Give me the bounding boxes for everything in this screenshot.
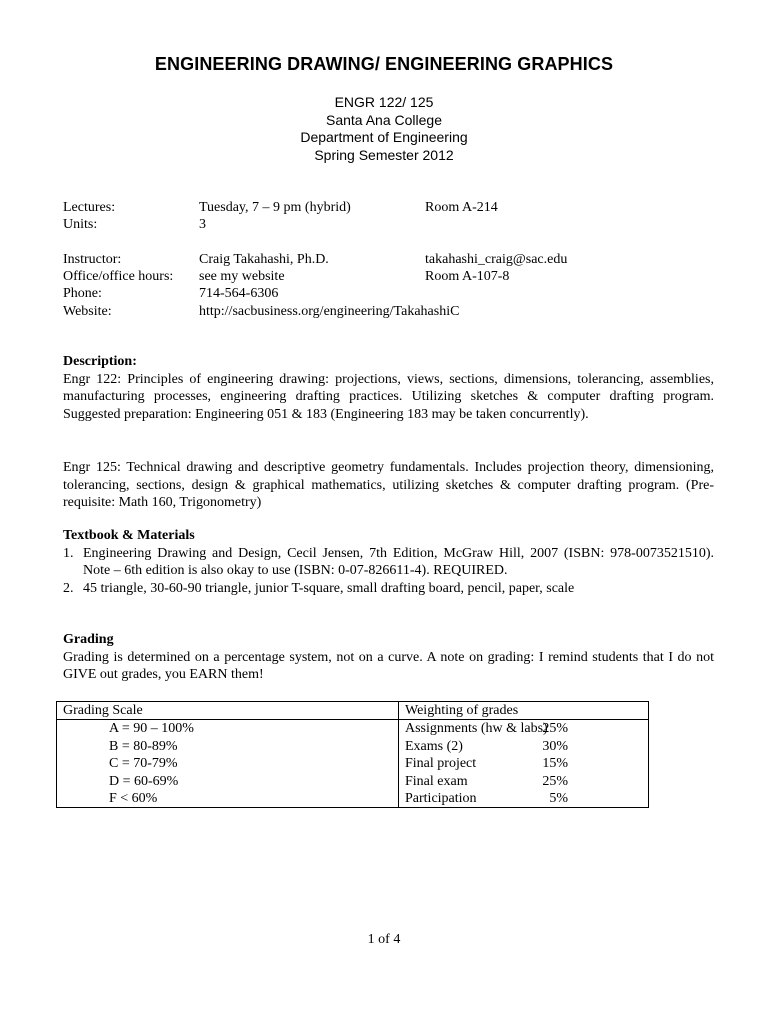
- info-label: Phone:: [63, 286, 102, 302]
- scale-cell: F < 60%: [57, 790, 399, 808]
- info-label: Lectures:: [63, 200, 116, 215]
- table-header-row: [57, 702, 649, 720]
- list-text: 45 triangle, 30-60-90 triangle, junior T-square, small drafting board, pencil, paper, scale: [83, 580, 575, 596]
- scale-cell: C = 70-79%: [57, 755, 399, 772]
- list-number: 1.: [63, 545, 74, 561]
- table-row: [57, 790, 649, 808]
- list-number: 2.: [63, 580, 74, 596]
- course-header: [0, 94, 768, 164]
- weight-percent: 25%: [542, 773, 568, 789]
- table-row: [57, 738, 649, 755]
- weight-percent: 15%: [542, 756, 568, 772]
- table-row: [57, 773, 649, 790]
- instructor-email[interactable]: takahashi_craig@sac.edu: [425, 252, 568, 267]
- weight-item: Assignments (hw & labs): [405, 721, 548, 737]
- info-extra: Room A-214: [425, 200, 498, 215]
- scale-cell: B = 80-89%: [57, 738, 399, 755]
- weight-cell: [399, 755, 649, 772]
- info-label: Units:: [63, 217, 98, 233]
- page-number: 1 of 4: [367, 932, 401, 947]
- info-label: Office/office hours:: [63, 269, 174, 285]
- weight-percent: 5%: [549, 791, 568, 807]
- description-engr122: [63, 353, 714, 423]
- info-value: 714-564-6306: [199, 286, 279, 302]
- weight-percent: 25%: [542, 721, 568, 737]
- course-code: ENGR 122/ 125: [334, 94, 434, 110]
- table-row: [57, 755, 649, 772]
- weight-item: Final project: [405, 756, 477, 772]
- weight-cell: [399, 738, 649, 755]
- grading-section: [63, 631, 714, 684]
- department-name: Department of Engineering: [300, 129, 468, 145]
- description-engr125: Engr 125: Technical drawing and descriptive geometry fundamentals. Includes projection theory, dimensioning, tolerancing, sections, design & graphical mathematics, utilizing sketches & computer drafting program. (Pre-requisite: Math 160, Trigonometry): [63, 460, 714, 510]
- grading-text: Grading is determined on a percentage system, not on a curve. A note on grading: I remind students that I do not GIVE out grades, you EARN them!: [63, 649, 714, 682]
- grading-heading: Grading: [63, 632, 114, 647]
- textbook-heading: Textbook & Materials: [63, 528, 195, 543]
- college-name: Santa Ana College: [326, 111, 442, 128]
- info-extra: Room A-107-8: [425, 269, 510, 285]
- info-value: 3: [199, 217, 206, 233]
- weight-item: Final exam: [405, 773, 468, 789]
- table-row: [57, 720, 649, 738]
- list-item: [63, 545, 714, 580]
- info-label: Instructor:: [63, 252, 122, 267]
- info-value: see my website: [199, 269, 285, 285]
- grading-table: [56, 701, 649, 808]
- list-text: Engineering Drawing and Design, Cecil Jensen, 7th Edition, McGraw Hill, 2007 (ISBN: 978-0073521510). Note – 6th edition is also okay to use (ISBN: 0-07-826611-4). REQUIRED.: [83, 545, 714, 578]
- grading-scale-header: Grading Scale: [57, 702, 399, 720]
- weight-cell: [399, 720, 649, 738]
- scale-cell: A = 90 – 100%: [57, 720, 399, 738]
- info-value: Craig Takahashi, Ph.D.: [199, 252, 329, 267]
- weight-cell: [399, 773, 649, 790]
- list-item: [63, 580, 714, 598]
- website-link[interactable]: http://sacbusiness.org/engineering/TakahashiC: [199, 303, 460, 319]
- weight-item: Exams (2): [405, 738, 463, 754]
- textbook-section: [63, 527, 714, 597]
- semester: Spring Semester 2012: [314, 146, 454, 163]
- document-title: ENGINEERING DRAWING/ ENGINEERING GRAPHICS: [154, 54, 614, 74]
- weight-item: Participation: [405, 791, 477, 807]
- weight-cell: [399, 790, 649, 808]
- weighting-header: Weighting of grades: [399, 702, 649, 720]
- description-heading: Description:: [63, 354, 137, 369]
- info-value: Tuesday, 7 – 9 pm (hybrid): [199, 200, 351, 215]
- scale-cell: D = 60-69%: [57, 773, 399, 790]
- info-label: Website:: [63, 303, 112, 319]
- engr122-text: Engr 122: Principles of engineering drawing: projections, views, sections, dimensions, tolerancing, assemblies, manufacturing processes, engineering drafting practices. Utilizing sketches & computer drafting program. Suggested preparation: Engineering 051 & 183 (Engineering 183 may be taken concurrently).: [63, 371, 714, 422]
- weight-percent: 30%: [542, 738, 568, 754]
